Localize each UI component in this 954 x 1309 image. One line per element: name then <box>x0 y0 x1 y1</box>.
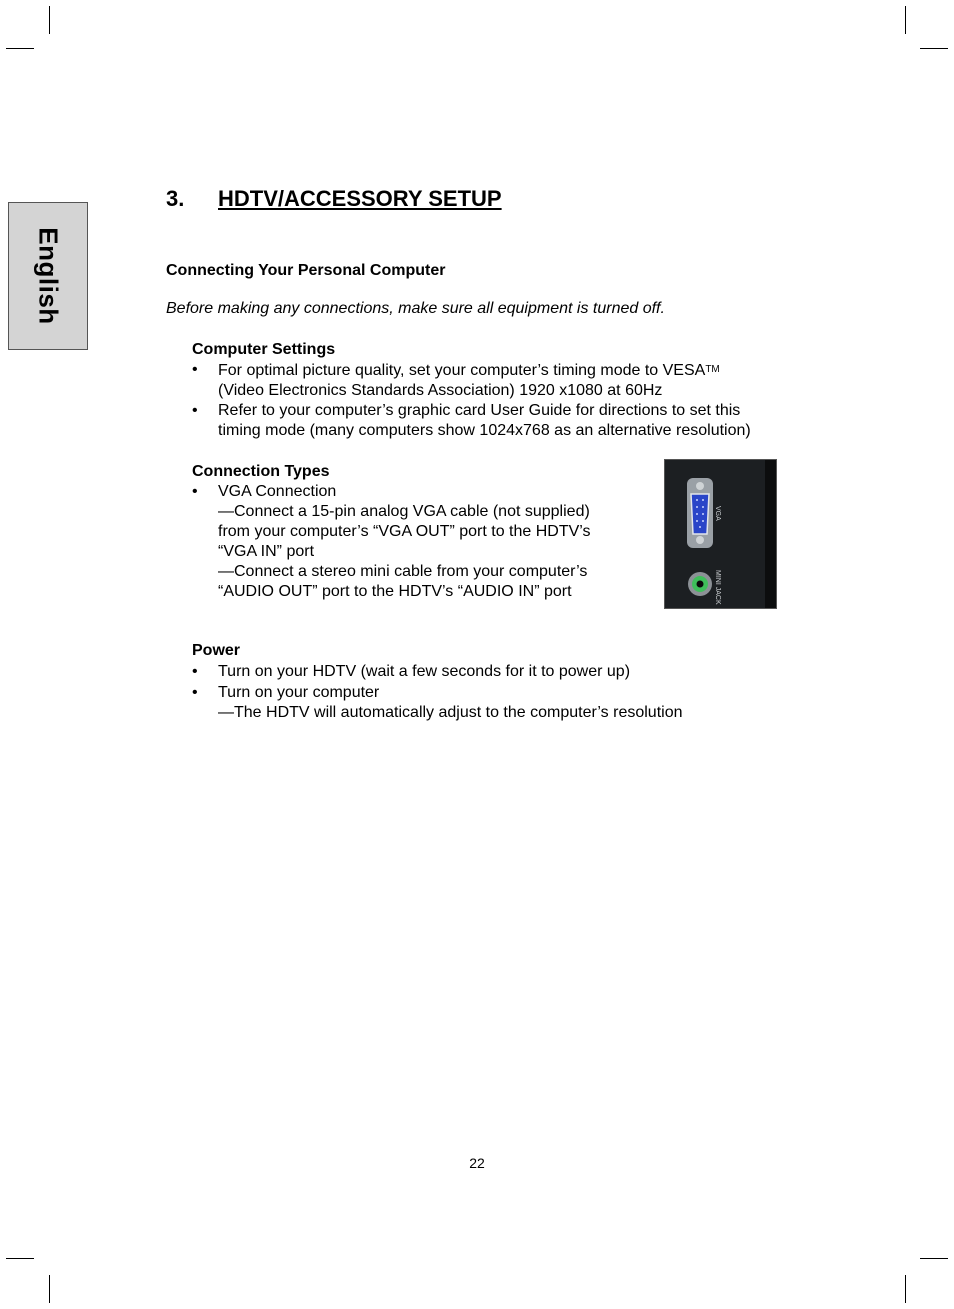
connection-types-section <box>192 462 591 602</box>
list-item-text: from your computer’s “VGA OUT” port to the HDTV’s <box>218 523 591 540</box>
bullet: • <box>192 361 198 378</box>
list-item-text: VGA Connection <box>218 483 337 500</box>
list-item-text: —The HDTV will automatically adjust to the computer’s resolution <box>218 704 683 721</box>
list-item <box>192 401 751 441</box>
language-tab <box>8 202 88 350</box>
list-item-text: —Connect a 15-pin analog VGA cable (not supplied) <box>218 503 590 520</box>
crop-mark <box>6 1258 34 1259</box>
section-title: HDTV/ACCESSORY SETUP <box>218 186 502 211</box>
list-item-text: “AUDIO OUT” port to the HDTV’s “AUDIO IN” port <box>218 583 572 600</box>
list-item-text: (Video Electronics Standards Association) 1920 x1080 at 60Hz <box>218 382 663 399</box>
vga-port-photo <box>664 459 777 609</box>
crop-mark <box>49 1275 50 1303</box>
crop-mark <box>920 1258 948 1259</box>
crop-mark <box>920 48 948 49</box>
power-title: Power <box>192 642 241 659</box>
bullet: • <box>192 663 198 680</box>
intro-text: Before making any connections, make sure all equipment is turned off. <box>166 300 665 317</box>
connection-types-title: Connection Types <box>192 463 330 480</box>
list-item <box>192 662 683 682</box>
crop-mark <box>49 6 50 34</box>
list-item-text: For optimal picture quality, set your computer’s timing mode to VESA <box>218 362 706 379</box>
list-item-text: Turn on your computer <box>218 684 380 701</box>
power-section <box>192 641 683 723</box>
list-item <box>192 482 591 602</box>
list-item-text: timing mode (many computers show 1024x768 as an alternative resolution) <box>218 422 751 439</box>
crop-mark <box>905 1275 906 1303</box>
section-heading <box>166 186 502 212</box>
vga-port-label: VGA <box>714 506 721 521</box>
bullet: • <box>192 402 198 419</box>
vga-port-illustration <box>665 460 777 609</box>
mini-jack-label: MINI JACK <box>714 570 721 605</box>
list-item-text: —Connect a stereo mini cable from your computer’s <box>218 563 588 580</box>
computer-settings-title: Computer Settings <box>192 341 336 358</box>
list-item <box>192 683 683 723</box>
list-item-text: Refer to your computer’s graphic card User Guide for directions to set this <box>218 402 741 419</box>
trademark-mark: TM <box>705 364 720 375</box>
list-item-text: Turn on your HDTV (wait a few seconds for it to power up) <box>218 663 631 680</box>
bullet: • <box>192 483 198 500</box>
page-number: 22 <box>469 1155 485 1171</box>
language-tab-label: English <box>33 227 64 325</box>
computer-settings-section <box>192 340 751 441</box>
list-item <box>192 360 751 401</box>
crop-mark <box>905 6 906 34</box>
section-number: 3. <box>166 186 185 211</box>
crop-mark <box>6 48 34 49</box>
bullet: • <box>192 684 198 701</box>
subheading: Connecting Your Personal Computer <box>166 262 446 279</box>
list-item-text: “VGA IN” port <box>218 543 315 560</box>
